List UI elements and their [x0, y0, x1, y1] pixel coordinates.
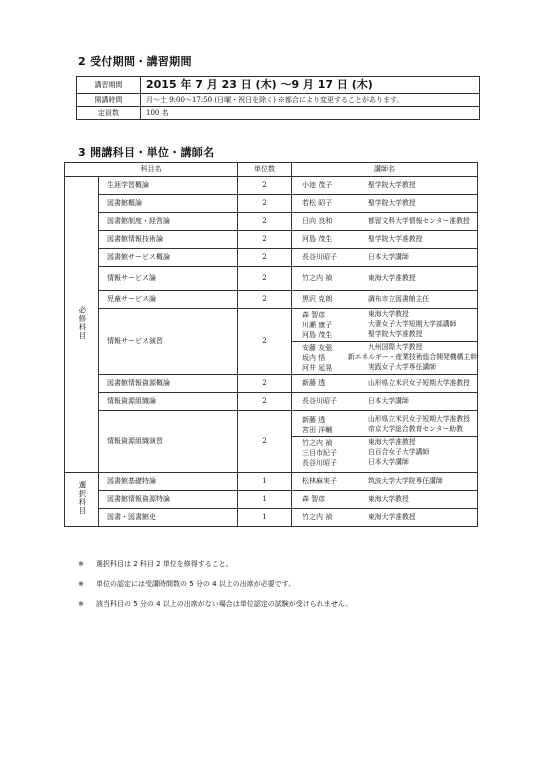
table-row — [65, 267, 478, 291]
lecturer-name: 長谷川昭子 — [302, 397, 337, 406]
instructor-cell — [292, 267, 478, 291]
lecturer-affiliation: 調布市立図書館主任 — [368, 294, 430, 303]
note-item: ※ 該当科目の 5 分の 4 以上の出席がない場合は単位認定の試験が受けられません。 — [78, 600, 353, 608]
units-cell: 2 — [238, 249, 292, 267]
info-label: 開講時間 — [77, 94, 141, 107]
units-cell: 1 — [238, 491, 292, 509]
units-cell: 2 — [238, 195, 292, 213]
units-cell: 2 — [238, 309, 292, 375]
note-item: ※ 選択科目は 2 科目 2 単位を修得すること。 — [78, 560, 233, 568]
lecturer-entry — [302, 397, 477, 407]
units-cell: 2 — [238, 267, 292, 291]
lecturer-entry — [302, 310, 477, 320]
instructor-cell — [292, 249, 478, 267]
subject-cell: 情報資源組織論 — [99, 393, 238, 411]
units-cell: 2 — [238, 231, 292, 249]
lecturer-name: 宮田 洋輔 — [302, 425, 333, 434]
lecturer-entry — [302, 477, 477, 487]
lecturer-affiliation: 新エネルギー・産業技術総合開発機構主幹 — [347, 353, 477, 362]
lecturer-name: 小池 茂子 — [302, 181, 333, 190]
lecturer-name: 河井 延晃 — [302, 363, 333, 372]
section-3-title: 3 開講科目・単位・講師名 — [78, 146, 215, 159]
subject-cell: 図書館情報資源概論 — [99, 375, 238, 393]
table-row — [65, 393, 478, 411]
info-row-period — [77, 77, 480, 94]
lecturer-name: 長谷川昭子 — [302, 458, 337, 467]
lecturer-name: 河島 茂生 — [302, 235, 333, 244]
lecturer-name: 竹之内 禎 — [302, 513, 333, 522]
info-value-hours: 月～土 9:00～17:50 (日曜・祝日を除く) ※都合により変更することがあります。 — [141, 94, 480, 107]
subject-cell: 図書館概論 — [99, 195, 238, 213]
instructor-cell — [292, 491, 478, 509]
lecturer-entry — [302, 295, 477, 305]
instructor-cell — [292, 309, 478, 375]
category-required: 必修科目 — [65, 177, 99, 473]
lecturer-affiliation: 日本大学講師 — [368, 252, 409, 261]
lecturer-affiliation: 筑波大学大学院専任講師 — [368, 476, 443, 485]
subject-cell: 図書館情報資源特論 — [99, 491, 238, 509]
lecturer-name: 坂内 悟 — [302, 353, 326, 362]
header-subject: 科目名 — [65, 163, 238, 177]
lecturer-group — [292, 436, 477, 469]
lecturer-entry — [302, 425, 477, 435]
lecturer-group — [302, 378, 477, 390]
units-cell: 1 — [238, 509, 292, 527]
info-row-hours — [77, 94, 480, 107]
lecturer-name: 長谷川昭子 — [302, 253, 337, 262]
lecturer-entry — [302, 235, 477, 245]
lecturer-group — [302, 309, 477, 341]
lecturer-affiliation: 山形県立米沢女子短期大学准教授 — [368, 415, 470, 424]
subject-cell: 生涯学習概論 — [99, 177, 238, 195]
lecturer-entry — [302, 217, 477, 227]
subject-cell: 図書・図書館史 — [99, 509, 238, 527]
lecturer-group — [292, 341, 477, 374]
lecturer-name: 森 智彦 — [302, 310, 326, 319]
lecturer-group — [302, 494, 477, 506]
lecturer-name: 安藤 友張 — [302, 343, 333, 352]
lecturer-group — [302, 396, 477, 408]
lecturer-entry — [302, 448, 477, 458]
subject-cell: 児童サービス論 — [99, 291, 238, 309]
lecturer-entry — [302, 363, 477, 373]
lecturer-affiliation: 山形県立米沢女子短期大学准教授 — [368, 378, 470, 387]
lecturer-entry — [302, 253, 477, 263]
table-row — [65, 231, 478, 249]
lecturer-group — [302, 216, 477, 228]
table-row — [65, 309, 478, 375]
instructor-cell — [292, 393, 478, 411]
units-cell: 1 — [238, 473, 292, 491]
subject-cell: 情報資源組織演習 — [99, 411, 238, 473]
instructor-cell — [292, 195, 478, 213]
lecturer-entry — [302, 343, 477, 353]
table-row — [65, 491, 478, 509]
table-row — [65, 473, 478, 491]
subject-cell: 図書館情報技術論 — [99, 231, 238, 249]
lecturer-affiliation: 東海大学准教授 — [368, 273, 416, 282]
table-row — [65, 195, 478, 213]
lecturer-name: 日向 良和 — [302, 217, 333, 226]
note-item: ※ 単位の認定には受講時間数の 5 分の 4 以上の出席が必要です。 — [78, 580, 296, 588]
units-cell: 2 — [238, 375, 292, 393]
lecturer-name: 河島 茂生 — [302, 330, 333, 339]
instructor-cell — [292, 473, 478, 491]
category-elective: 選択科目 — [65, 473, 99, 527]
lecturer-name: 新藤 透 — [302, 379, 326, 388]
section-2-title: 2 受付期間・講習期間 — [78, 55, 192, 68]
lecturer-affiliation: 帝京大学総合教育センター助教 — [368, 425, 463, 434]
lecturer-affiliation: 東海大学准教授 — [368, 512, 416, 521]
units-cell: 2 — [238, 291, 292, 309]
lecturer-affiliation: 日本大学講師 — [368, 458, 409, 467]
lecturer-group — [302, 252, 477, 264]
lecturer-entry — [302, 181, 477, 191]
lecturer-entry — [302, 353, 477, 363]
lecturer-name: 三目市紀子 — [302, 448, 337, 457]
lecturer-group — [302, 180, 477, 192]
lecturer-entry — [302, 330, 477, 340]
instructor-cell — [292, 291, 478, 309]
units-cell: 2 — [238, 393, 292, 411]
lecturer-entry — [302, 199, 477, 209]
instructor-cell — [292, 231, 478, 249]
lecturer-name: 松林麻実子 — [302, 477, 337, 486]
period-table — [76, 76, 480, 120]
instructor-cell — [292, 509, 478, 527]
instructor-cell — [292, 411, 478, 473]
lecturer-group — [302, 273, 477, 285]
info-label: 定員数 — [77, 107, 141, 120]
instructor-cell — [292, 177, 478, 195]
header-instructor: 講師名 — [292, 163, 478, 177]
lecturer-entry — [302, 513, 477, 523]
lecturer-entry — [302, 495, 477, 505]
lecturer-group — [302, 198, 477, 210]
subject-cell: 情報サービス演習 — [99, 309, 238, 375]
info-value-period: 2015 年 7 月 23 日 (木) ～9 月 17 日 (木) — [141, 77, 480, 94]
lecturer-affiliation: 白百合女子大学講師 — [368, 448, 430, 457]
subject-cell: 情報サービス論 — [99, 267, 238, 291]
lecturer-name: 川瀬 康子 — [302, 320, 333, 329]
lecturer-affiliation: 聖学院大学教授 — [368, 198, 416, 207]
lecturer-name: 黒沢 克朗 — [302, 295, 333, 304]
table-header-row — [65, 163, 478, 177]
notes-list — [78, 554, 352, 614]
units-cell: 2 — [238, 177, 292, 195]
instructor-cell — [292, 375, 478, 393]
lecturer-name: 新藤 透 — [302, 415, 326, 424]
lecturer-entry — [302, 320, 477, 330]
lecturer-affiliation: 東海大学教授 — [368, 310, 409, 319]
lecturer-entry — [302, 415, 477, 425]
units-cell: 2 — [238, 411, 292, 473]
info-label: 講習期間 — [77, 77, 141, 94]
lecturer-entry — [302, 458, 477, 468]
lecturer-group — [302, 414, 477, 436]
lecturer-group — [302, 294, 477, 306]
lecturer-affiliation: 聖学院大学准教授 — [368, 330, 423, 339]
lecturer-entry — [302, 274, 477, 284]
header-units: 単位数 — [238, 163, 292, 177]
lecturer-group — [302, 512, 477, 524]
subject-cell: 図書館基礎特論 — [99, 473, 238, 491]
subject-cell: 図書館サービス概論 — [99, 249, 238, 267]
lecturer-affiliation: 聖学院大学准教授 — [368, 234, 423, 243]
table-row — [65, 213, 478, 231]
units-cell: 2 — [238, 213, 292, 231]
lecturer-affiliation: 日本大学講師 — [368, 396, 409, 405]
lecturer-affiliation: 大妻女子大学短期大学部講師 — [368, 320, 457, 329]
info-value-capacity: 100 名 — [141, 107, 480, 120]
lecturer-entry — [302, 438, 477, 448]
subject-cell: 図書館制度・経営論 — [99, 213, 238, 231]
lecturer-name: 若松 昭子 — [302, 199, 333, 208]
instructor-cell — [292, 213, 478, 231]
lecturer-name: 竹之内 禎 — [302, 274, 333, 283]
lecturer-group — [302, 234, 477, 246]
lecturer-affiliation: 聖学院大学教授 — [368, 180, 416, 189]
lecturer-name: 森 智彦 — [302, 495, 326, 504]
table-row — [65, 291, 478, 309]
lecturer-entry — [302, 379, 477, 389]
lecturer-name: 竹之内 禎 — [302, 438, 333, 447]
table-row — [65, 509, 478, 527]
lecturer-affiliation: 都留文科大学情報センター准教授 — [368, 216, 470, 225]
info-row-capacity — [77, 107, 480, 120]
course-table — [64, 162, 478, 527]
lecturer-group — [302, 476, 477, 488]
lecturer-affiliation: 九州国際大学教授 — [368, 343, 423, 352]
lecturer-affiliation: 東海大学教授 — [368, 494, 409, 503]
lecturer-affiliation: 東海大学准教授 — [368, 438, 416, 447]
table-row — [65, 249, 478, 267]
table-row — [65, 375, 478, 393]
lecturer-affiliation: 実践女子大学専任講師 — [368, 363, 436, 372]
table-row — [65, 177, 478, 195]
table-row — [65, 411, 478, 473]
